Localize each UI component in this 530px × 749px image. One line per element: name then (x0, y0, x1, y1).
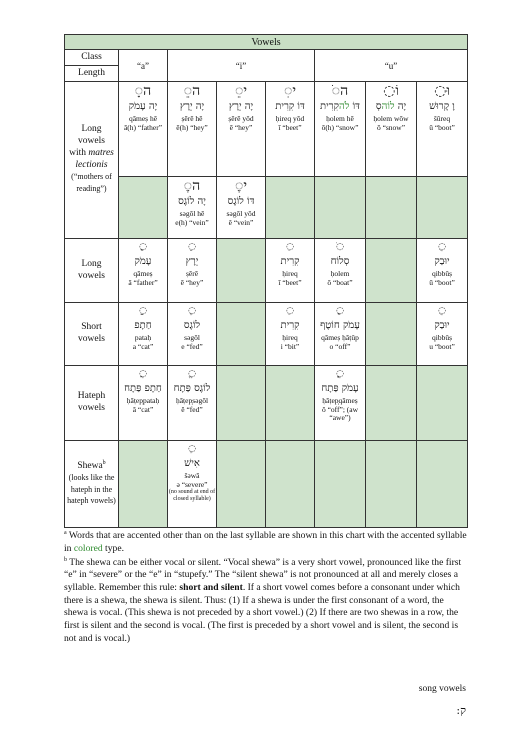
empty-cell (366, 441, 417, 528)
vowel-name: ḥireq (282, 333, 298, 342)
footnote-a-end: type. (102, 542, 124, 554)
example-word-part: יֵרָץ (179, 101, 193, 113)
long-label-1: Long (81, 258, 102, 269)
vowel-name: šûreq (433, 114, 451, 124)
vowel-symbol: ◌וּ (434, 83, 450, 99)
vowel-sound: ō “boat” (327, 277, 353, 287)
vowel-sound: ê “vein” (228, 218, 254, 228)
example-word-accented: לֹה (339, 101, 350, 113)
footnote-a-colored: colored (73, 542, 103, 554)
example-word: לוֹגֶס פַּתָח (173, 383, 211, 394)
vowel-sound: e(h) “vein” (175, 218, 209, 228)
empty-cell (417, 441, 468, 528)
example-word: יוּבַק (434, 320, 450, 331)
vowel-symbol: ◌ֹה (331, 83, 349, 99)
vowel-symbol: ◌ֵי (235, 83, 247, 99)
example-word-part: יֵרָץ (228, 101, 242, 113)
empty-cell (217, 366, 266, 441)
empty-cell (417, 366, 468, 441)
vowel-symbol: ◌ֲ (139, 369, 147, 379)
vowel-symbol: ◌ָ (139, 242, 147, 252)
example-word (266, 101, 314, 113)
vowel-sound: ă “cat” (132, 404, 154, 414)
vowel-sound: ē “hey” (229, 123, 253, 133)
matres-cell (119, 82, 168, 177)
class-label: Class (65, 50, 119, 66)
vowel-cell (266, 303, 315, 366)
example-word-part: קִרִית (320, 101, 339, 113)
long-matres-label-2: vowels (78, 136, 105, 147)
vowel-cell (266, 239, 315, 303)
matres-cell (366, 82, 417, 177)
class-a: “a” (119, 50, 168, 82)
vowel-name: ḥireq yōd (275, 114, 305, 124)
shewa-label-1: Shewa (77, 460, 103, 471)
vowel-cell (168, 303, 217, 366)
footnote-b (64, 557, 469, 646)
vowel-name: qāmeṣ ḥāṭûp (321, 333, 359, 342)
empty-cell (119, 177, 168, 239)
vowel-symbol: ◌ֱ (188, 369, 196, 379)
example-word: חַתָפ (134, 320, 152, 331)
vowel-name: qibbûṣ (432, 333, 453, 342)
footnote-a-marker: a (64, 530, 67, 536)
short-label-2: vowels (78, 334, 105, 344)
vowel-name: ḥolem wōw (373, 114, 409, 124)
empty-cell (266, 441, 315, 528)
hateph-label-1: Hateph (77, 391, 106, 402)
vowel-sound: ā(h) “father” (123, 123, 163, 133)
example-word: יֵרָץ (185, 256, 199, 267)
matres-cell (417, 82, 468, 177)
example-word (168, 101, 216, 113)
long-matres-label-4: matres (88, 148, 114, 159)
shewa-sound: ə “severe” (176, 479, 208, 489)
vowel-name: qibbûṣ (432, 269, 453, 278)
matres-cell (217, 82, 266, 177)
vowel-name: səgōl yōd (226, 209, 256, 219)
vowels-table (64, 34, 468, 528)
class-i: “i” (168, 50, 315, 82)
example-word-part: יָה (145, 101, 158, 113)
vowel-sound: ē “hey” (180, 277, 204, 287)
vowel-cell (119, 239, 168, 303)
example-word: קִרִית (280, 256, 300, 267)
vowel-sound: ĕ “fed” (181, 404, 203, 414)
vowel-sound: û “boot” (429, 123, 455, 133)
vowel-name: ṣērē (185, 269, 199, 278)
vowel-sound: e “fed” (181, 341, 203, 351)
example-word-part: יָה (394, 101, 407, 113)
footnote-b-text: The shewa can be either vocal or silent. “Vocal shewa” is a very short vowel, pronounced like the first “e” in “severe” or the “e” in “stupefy.” The “silent shewa” is not pronounced at all and merely closes a syllable. Remember this rule: (64, 556, 462, 593)
example-word (119, 101, 167, 113)
long-matres-label-1: Long (81, 124, 102, 135)
matres-cell-segol-he (168, 177, 217, 239)
example-word-part: סְ (375, 101, 382, 113)
vowel-sound: a “cat” (132, 341, 154, 351)
shewa-cell (168, 441, 217, 528)
vowel-name: səgōl hē (179, 209, 205, 219)
example-word: עָמֹק (134, 256, 152, 267)
example-word: יָה לוֹגֶס (178, 196, 206, 208)
example-word-part: יָה (192, 101, 205, 113)
matres-cell (266, 82, 315, 177)
long-label-2: vowels (78, 270, 105, 281)
example-word: סְלוֹח (330, 256, 350, 267)
vowel-cell (168, 239, 217, 303)
shewa-label (65, 441, 119, 528)
vowel-name: ṣērē hē (181, 114, 203, 124)
vowel-symbol: ◌ַ (139, 306, 147, 316)
vowel-cell (417, 239, 468, 303)
vowel-name: ḥāṭep̦pataḥ (126, 396, 160, 405)
vowel-symbol: ◌ָ (336, 306, 344, 316)
empty-cell (366, 239, 417, 303)
vowel-name: ḥolem hē (326, 114, 354, 124)
vowel-sound: ō(h) “snow” (321, 123, 359, 133)
length-label: Length (65, 66, 119, 82)
vowel-name: ḥāṭep̦qāmeṣ (322, 396, 358, 405)
shewa-symbol: ◌ְ (188, 444, 196, 454)
vowel-symbol: ◌ֵ (188, 242, 196, 252)
empty-cell (366, 303, 417, 366)
vowel-symbol: ◌ֶי (235, 178, 247, 194)
matres-cell (315, 82, 366, 177)
vowel-symbol: ◌ֻ (438, 242, 446, 252)
empty-cell (315, 441, 366, 528)
long-matres-label-6: (“mothers of reading”) (71, 171, 112, 193)
vowel-sound: ī “beet” (278, 277, 302, 287)
vowel-name: səgōl (184, 333, 200, 342)
shewa-note: (no sound at end of closed syllable) (168, 489, 216, 503)
example-word: דּוֹ לוֹגֶס (227, 196, 255, 208)
long-vowels-label (65, 239, 119, 303)
vowel-cell (315, 366, 366, 441)
short-vowels-label (65, 303, 119, 366)
vowel-symbol: ◌ֹ (336, 242, 344, 252)
empty-cell (217, 441, 266, 528)
vowel-symbol: ◌ֻ (438, 306, 446, 316)
empty-cell (217, 303, 266, 366)
empty-cell (266, 366, 315, 441)
example-word: עָמֹק חוֹטֶף (320, 320, 360, 331)
empty-cell (315, 177, 366, 239)
vowel-sound: ō “snow” (376, 123, 406, 133)
vowel-name: qāmeṣ (133, 269, 153, 278)
example-word: לוֹגֶס (183, 320, 201, 331)
hateph-vowels-label (65, 366, 119, 441)
empty-cell (119, 441, 168, 528)
vowel-symbol: ◌ָה (134, 83, 152, 99)
vowel-name: ḥolem (330, 269, 350, 278)
shewa-label-2: (looks like the hateph in the hateph vowels) (67, 472, 116, 506)
vowel-cell (315, 303, 366, 366)
matres-cell-segol-yod (217, 177, 266, 239)
empty-cell (366, 177, 417, 239)
example-word (417, 101, 467, 113)
example-word-part: עָמֹק (128, 101, 146, 113)
vowel-symbol: ◌ֶ (188, 306, 196, 316)
vowel-sound: ū “boot” (429, 277, 455, 287)
short-label-1: Short (81, 322, 102, 333)
vowel-symbol: ◌ִי (284, 83, 296, 99)
vowel-sound: u “boot” (429, 341, 455, 351)
long-matres-label-5: lectionis (75, 160, 108, 170)
example-word-accented: לוֹה (381, 101, 395, 113)
footnote-a-text: Words that are accented other than on the last syllable are shown in this chart with the accented syllable in (64, 530, 467, 554)
long-matres-label-3: with (69, 148, 86, 159)
example-word (366, 101, 416, 113)
shewa-example-word: אִישׁ (184, 458, 200, 469)
footnote-b-bold: short and silent (179, 582, 243, 593)
example-word-part: וָ (449, 101, 455, 113)
footnote-b-marker: b (64, 556, 67, 563)
vowel-sound: ā “father” (128, 277, 158, 287)
footnotes (64, 530, 469, 646)
vowel-name: ṣērē yōd (228, 114, 254, 124)
footnote-a (64, 530, 469, 556)
footer-song-vowels: song vowels (418, 684, 466, 694)
example-word-part: קִרִית (275, 101, 295, 113)
footer-hebrew: ק: (456, 704, 466, 717)
vowel-symbol: ◌ֳ (336, 369, 344, 379)
vowel-sound: ī “beet” (278, 123, 302, 133)
vowel-symbol: ◌ֵה (183, 83, 201, 99)
vowel-name: ḥireq (282, 269, 298, 278)
empty-cell (217, 239, 266, 303)
vowel-name: ḥāṭep̦səgōl (175, 396, 209, 405)
example-word (315, 101, 365, 113)
vowel-symbol: ◌ִ (286, 306, 294, 316)
vowel-sound: i “bit” (280, 341, 300, 351)
example-word-part: דּוֹ (294, 101, 305, 113)
vowel-symbol: ◌ֶה (183, 178, 201, 194)
empty-cell (417, 177, 468, 239)
example-word-part: יָה (241, 101, 254, 113)
class-u: “u” (315, 50, 468, 82)
hateph-label-2: vowels (78, 403, 105, 413)
vowel-cell (315, 239, 366, 303)
example-word-part: דּוֹ (349, 101, 360, 113)
example-word (217, 101, 265, 113)
vowel-cell (168, 366, 217, 441)
vowel-cell (119, 303, 168, 366)
vowel-name: pataḥ (134, 333, 152, 342)
matres-cell (168, 82, 217, 177)
vowel-name: qāmeṣ hē (128, 114, 158, 124)
footnote-b-end: . If a short vowel comes before a consonant under which there is a shewa, the shewa is silent. Thus: (1) If a shewa is under the first consonant of a word, the shewa is vocal. (This shewa is not preceded by a short vowel.) (2) If there are two shewas in a row, the first is silent and the second is vocal. (The first is preceded by a short vowel and is silent, the second is not and is vocal.) (64, 582, 460, 644)
shewa-name: šəwā (184, 471, 200, 480)
example-word: קִרִית (280, 320, 300, 331)
vowel-sound: ē(h) “hey” (176, 123, 208, 133)
example-word-part: קָרוּשׁ (429, 101, 450, 113)
vowel-cell (119, 366, 168, 441)
example-word: חַתָפ פַּתָח (124, 383, 162, 394)
vowel-symbol: ◌וֹ (383, 83, 399, 99)
vowel-symbol: ◌ִ (286, 242, 294, 252)
long-matres-label (65, 82, 119, 239)
table-title: Vowels (65, 35, 468, 50)
vowel-cell (417, 303, 468, 366)
empty-cell (366, 366, 417, 441)
example-word: עָמֹק פַּתָח (321, 383, 359, 394)
vowel-sound: ŏ “off”; (aw “awe”) (321, 404, 359, 423)
empty-cell (266, 177, 315, 239)
example-word: יוּבַק (434, 256, 450, 267)
vowel-sound: o “off” (329, 341, 351, 351)
shewa-label-sup: b (102, 459, 106, 466)
